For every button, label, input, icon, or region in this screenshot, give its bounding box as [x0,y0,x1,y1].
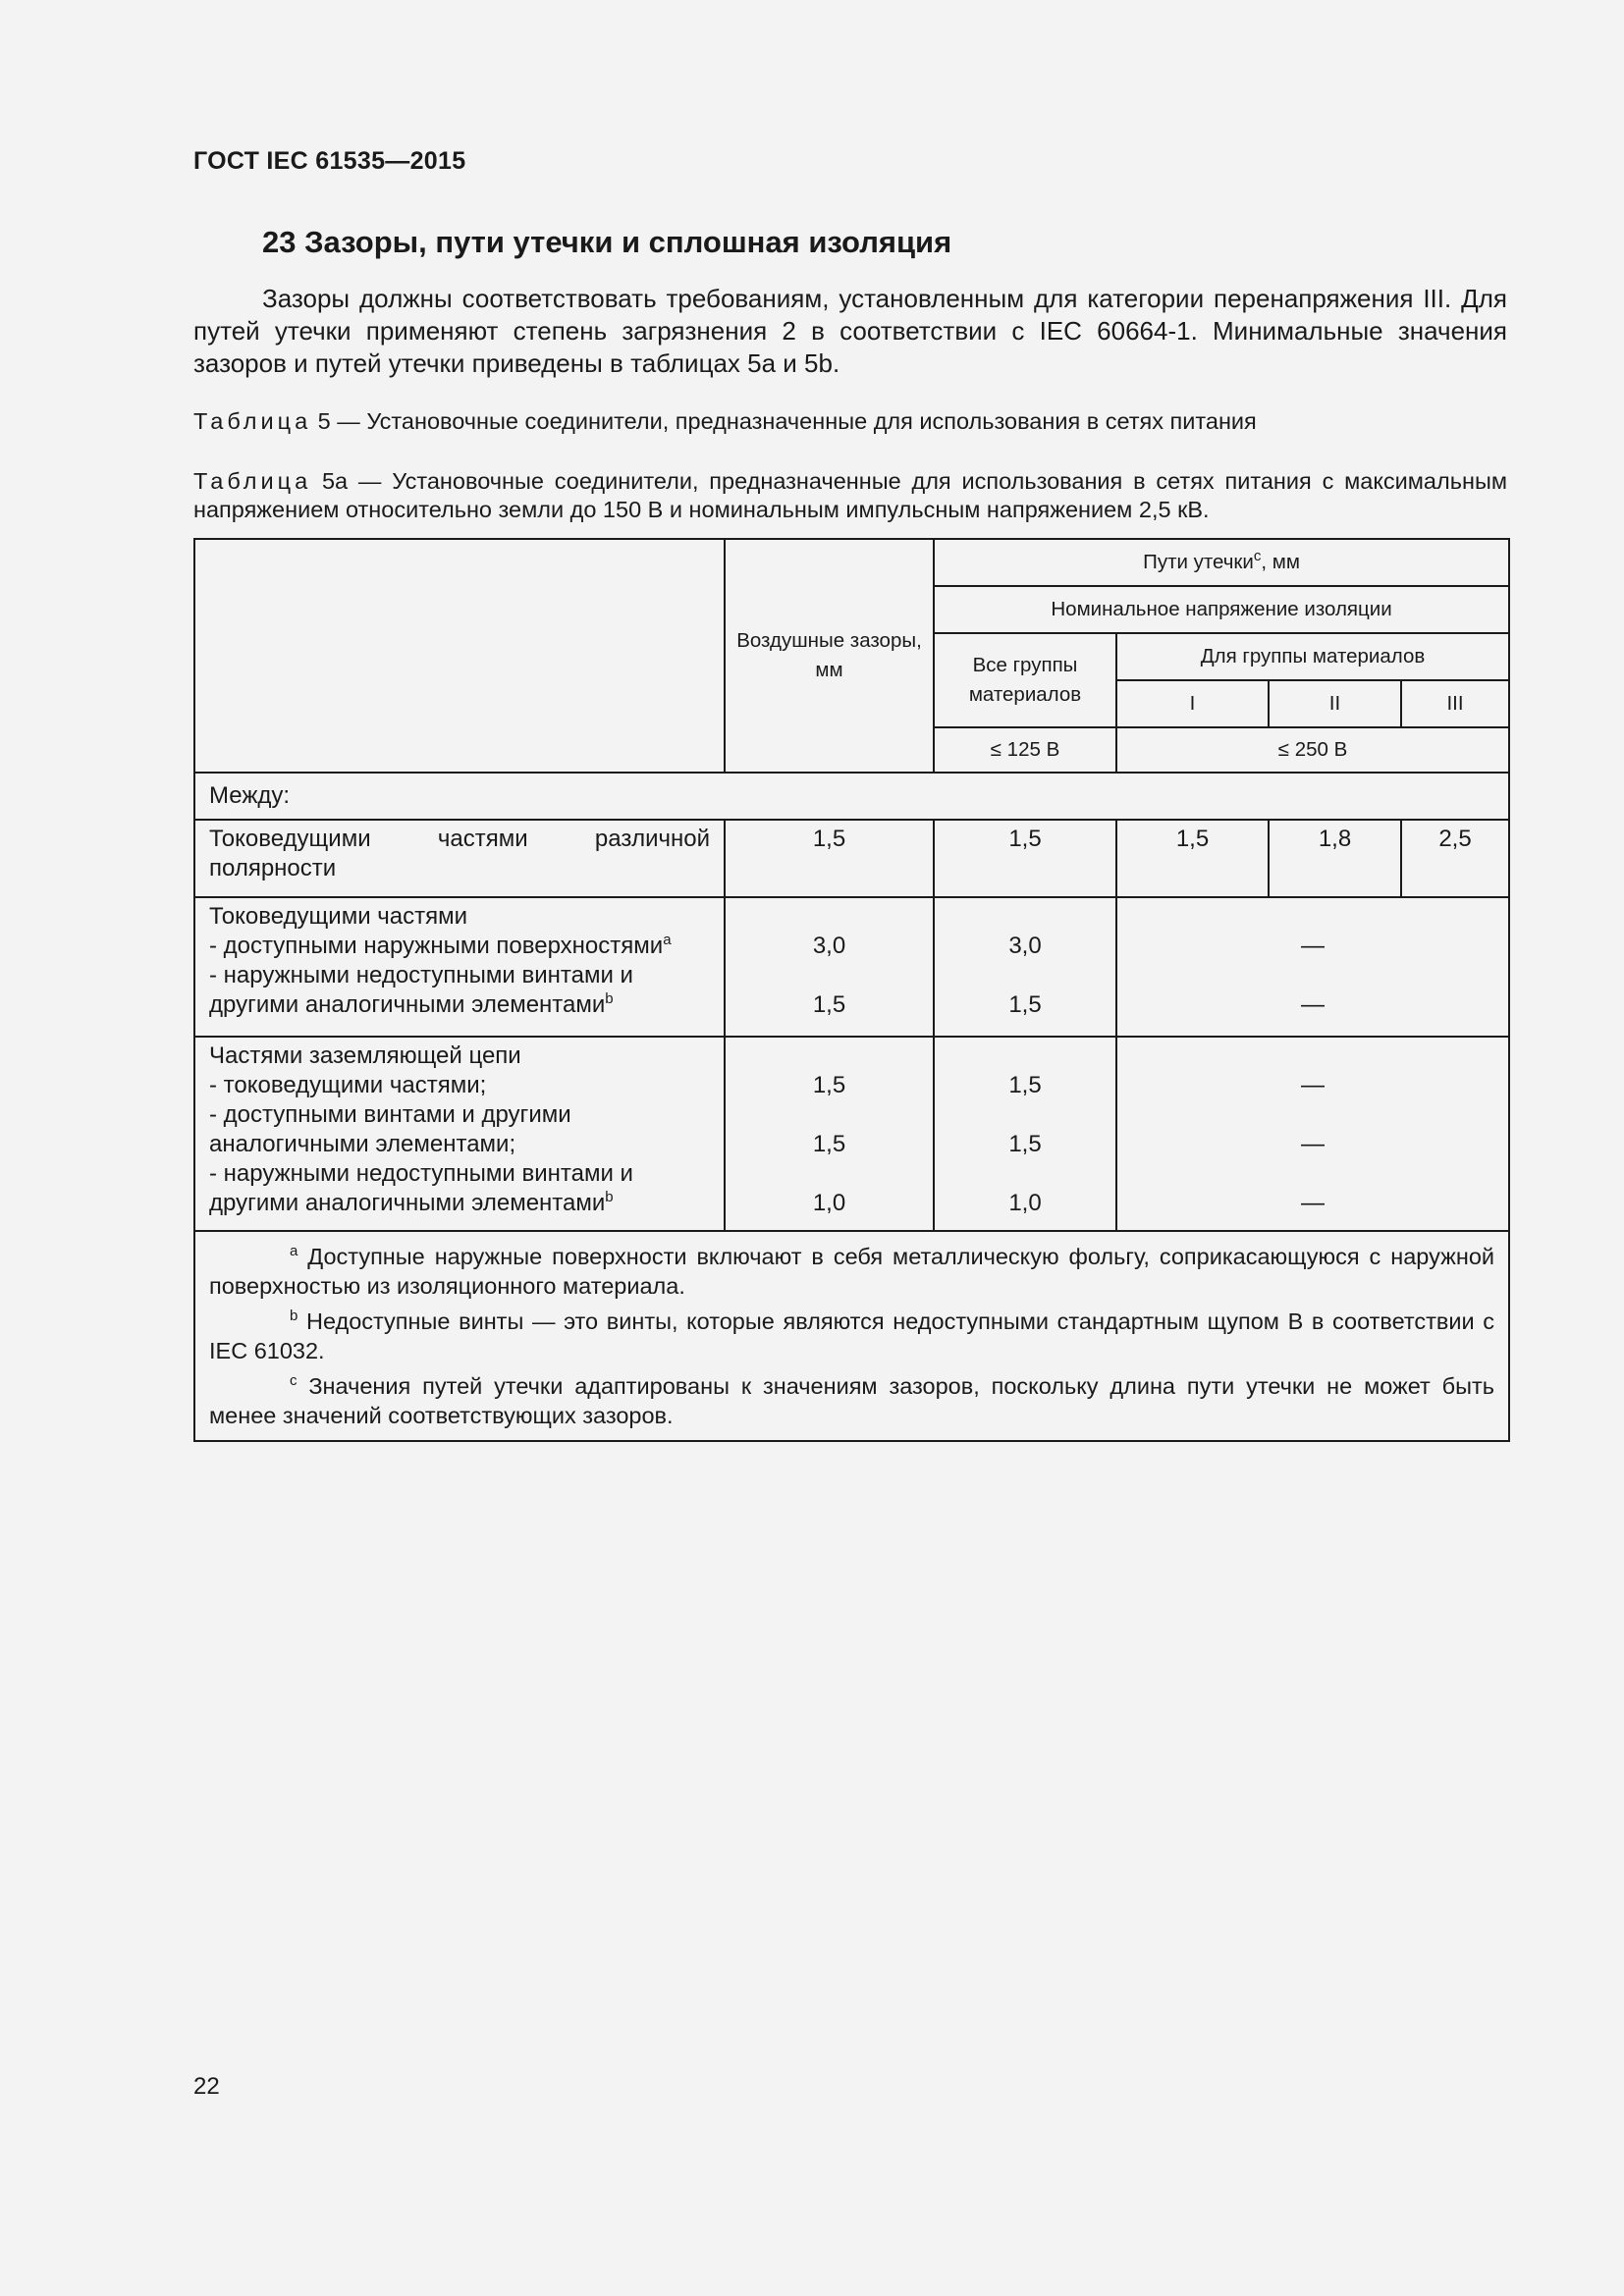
table-notes [194,1231,1509,1441]
row1-air: 1,5 [725,820,934,897]
row3-all-groups [934,1037,1116,1231]
footnote-text: Недоступные винты — это винты, которые являются недоступными стандартным щупом В в соответствии с IEC 61032. [209,1308,1495,1363]
row2-air [725,897,934,1037]
header-voltage-125: ≤ 125 В [934,727,1116,773]
row1-group-3: 2,5 [1401,820,1509,897]
footnote-mark: b [605,990,614,1007]
row2-group-2: — [1301,991,1326,1018]
row3-item2: - доступными винтами и другими аналогичными элементами; [209,1101,571,1157]
footnote-b [209,1307,1494,1365]
footnote-mark: a [663,932,672,948]
row1-group-1: 1,5 [1116,820,1269,897]
row2-title: Токоведущими частями [209,903,468,930]
row2-groups [1116,897,1509,1037]
row3-title: Частями заземляющей цепи [209,1042,521,1069]
header-all-groups: Все группы материалов [934,633,1116,727]
header-nominal-voltage: Номинальное напряжение изоляции [934,586,1509,633]
table-5a [193,538,1510,1442]
footnote-mark: b [290,1308,298,1325]
header-creepage-unit: , мм [1261,551,1300,573]
header-creepage-text: Пути утечки [1143,551,1254,573]
footnote-mark: c [1253,548,1262,565]
row3-air-3: 1,0 [812,1190,846,1216]
footnote-mark: a [290,1243,298,1260]
header-group-3: III [1401,680,1509,727]
row2-air-2: 1,5 [812,991,846,1018]
table-caption-text: 5а — Установочные соединители, предназначенные для использования в сетях питания с максимальным напряжением относительно земли до 150 В и номинальным импульсным напряжением 2,5 кВ. [193,468,1507,522]
row3-all-1: 1,5 [1008,1072,1042,1098]
table-label: Таблица [193,468,312,494]
table-row [194,897,1509,1037]
row3-air-1: 1,5 [812,1072,846,1098]
row3-air-2: 1,5 [812,1131,846,1157]
table-label: Таблица [193,408,312,434]
row2-item2: - наружными недоступными винтами и другими аналогичными элементами [209,962,633,1018]
footnote-text: Доступные наружные поверхности включают в себя металлическую фольгу, соприкасающуюся с наружной поверхностью из изоляционного материала. [209,1244,1495,1299]
section-title: 23 Зазоры, пути утечки и сплошная изоляция [262,225,952,259]
header-creepage [934,539,1509,586]
footnote-text: Значения путей утечки адаптированы к значениям зазоров, поскольку длина пути утечки не может быть менее значений соответствующих зазоров. [209,1373,1495,1428]
footnote-mark: b [605,1189,614,1205]
header-air-clearance-text: Воздушные зазоры, мм [736,629,922,681]
row3-air [725,1037,934,1231]
row2-all-groups [934,897,1116,1037]
between-row: Между: [194,773,1509,820]
row3-item3: - наружными недоступными винтами и другими аналогичными элементами [209,1160,633,1216]
row3-item1: - токоведущими частями; [209,1072,487,1098]
footnote-mark: c [290,1372,298,1390]
row2-all-2: 1,5 [1008,991,1042,1018]
table-5-caption [193,407,1507,436]
row2-item1: - доступными наружными поверхностями [209,933,664,959]
row3-group-3: — [1301,1190,1326,1216]
row3-all-2: 1,5 [1008,1131,1042,1157]
row2-air-1: 3,0 [812,933,846,959]
page-number: 22 [193,2073,220,2100]
table-caption-text: 5 — Установочные соединители, предназначенные для использования в сетях питания [311,408,1257,434]
header-group-2: II [1269,680,1401,727]
row2-label [194,897,725,1037]
header-blank-cell [194,539,725,773]
header-group-1: I [1116,680,1269,727]
row3-group-1: — [1301,1072,1326,1098]
header-for-group: Для группы материалов [1116,633,1509,680]
table-row [194,1037,1509,1231]
row3-label [194,1037,725,1231]
row3-all-3: 1,0 [1008,1190,1042,1216]
row3-groups [1116,1037,1509,1231]
body-paragraph: Зазоры должны соответствовать требованиям, установленным для категории перенапряжения III. Для путей утечки применяют степень загрязнения 2 в соответствии с IEC 60664-1. Минимальные значения зазоров и путей утечки приведены в таблицах 5а и 5b. [193,284,1507,378]
header-air-clearance [725,539,934,773]
row1-all-groups: 1,5 [934,820,1116,897]
row1-group-2: 1,8 [1269,820,1401,897]
document-header: ГОСТ IEC 61535—2015 [193,147,466,175]
table-row [194,820,1509,897]
row2-all-1: 3,0 [1008,933,1042,959]
row2-group-1: — [1301,933,1326,959]
footnote-a [209,1242,1494,1301]
row3-group-2: — [1301,1131,1326,1157]
table-5a-caption [193,467,1507,524]
header-voltage-250: ≤ 250 В [1116,727,1509,773]
footnote-c [209,1371,1494,1430]
table-notes-row [194,1231,1509,1441]
row1-label: Токоведущими частями различной полярности [194,820,725,897]
